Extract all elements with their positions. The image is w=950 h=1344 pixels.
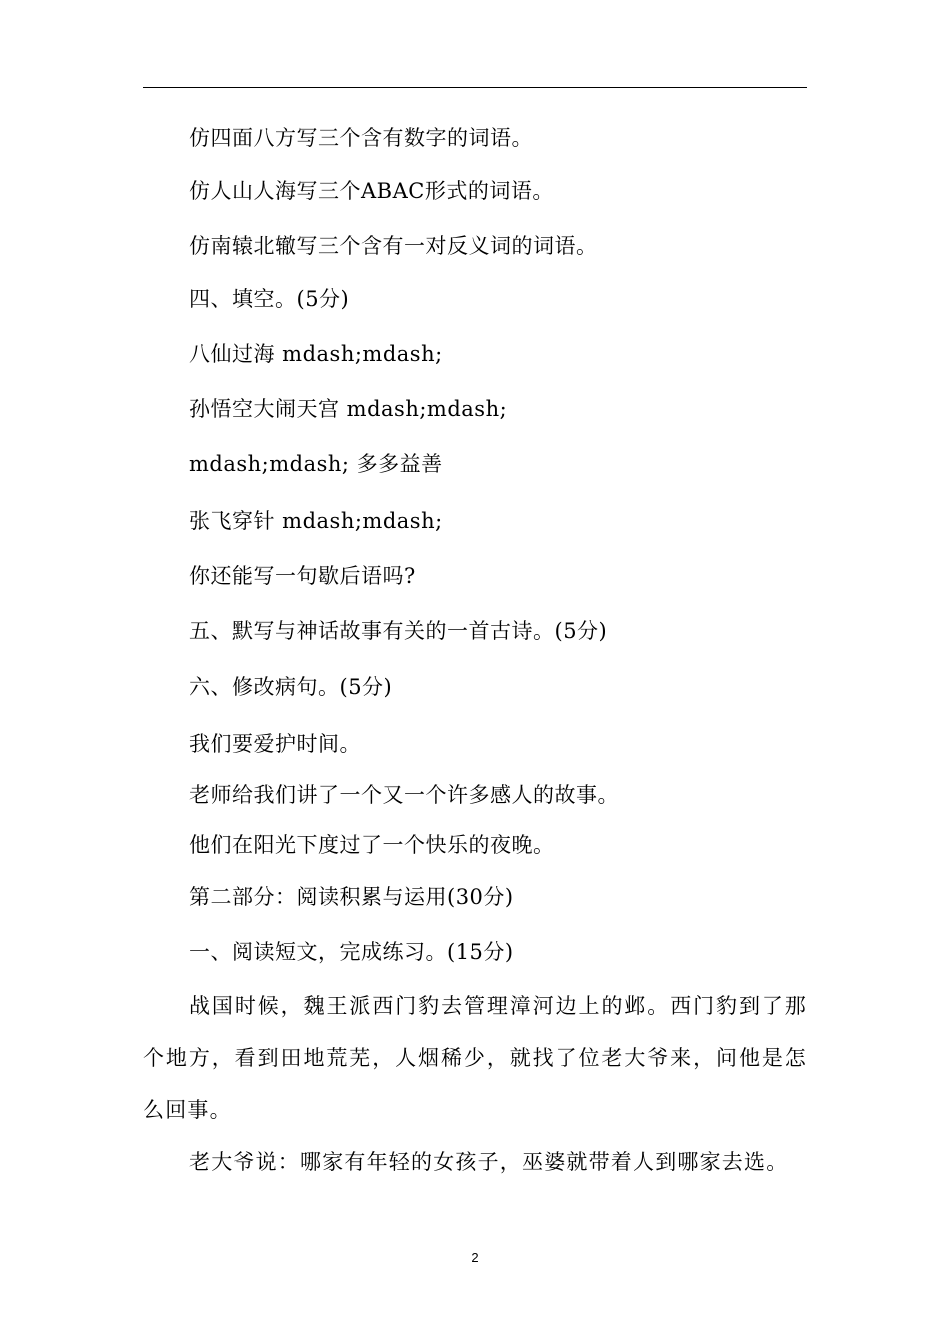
sentence-line: 老师给我们讲了一个又一个许多感人的故事。 — [189, 783, 619, 807]
fill-blank-line: 张飞穿针 mdash;mdash; — [189, 509, 443, 533]
question-line: 仿南辕北辙写三个含有一对反义词的词语。 — [189, 234, 598, 258]
sentence-line: 我们要爱护时间。 — [189, 732, 361, 756]
sentence-line: 他们在阳光下度过了一个快乐的夜晚。 — [189, 833, 555, 857]
header-rule — [143, 87, 807, 88]
fill-blank-line: mdash;mdash; 多多益善 — [189, 452, 443, 476]
section-heading: 一、阅读短文，完成练习。(15分) — [189, 940, 514, 964]
question-line: 仿人山人海写三个ABAC形式的词语。 — [189, 179, 554, 203]
reading-paragraph: 战国时候，魏王派西门豹去管理漳河边上的邺。西门豹到了那个地方，看到田地荒芜，人烟稀少，就找了位老大爷来，问他是怎么回事。 — [143, 994, 807, 1122]
fill-blank-line: 八仙过海 mdash;mdash; — [189, 342, 443, 366]
fill-blank-line: 孙悟空大闹天宫 mdash;mdash; — [189, 397, 508, 421]
reading-paragraph: 老大爷说：哪家有年轻的女孩子，巫婆就带着人到哪家去选。 — [189, 1150, 789, 1174]
section-heading: 五、默写与神话故事有关的一首古诗。(5分) — [189, 619, 608, 643]
section-heading: 六、修改病句。(5分) — [189, 675, 393, 699]
question-line: 你还能写一句歇后语吗? — [189, 564, 416, 588]
question-line: 仿四面八方写三个含有数字的词语。 — [189, 126, 533, 150]
part-heading: 第二部分：阅读积累与运用(30分) — [189, 885, 514, 909]
section-heading: 四、填空。(5分) — [189, 287, 350, 311]
page-number: 2 — [471, 1250, 479, 1265]
